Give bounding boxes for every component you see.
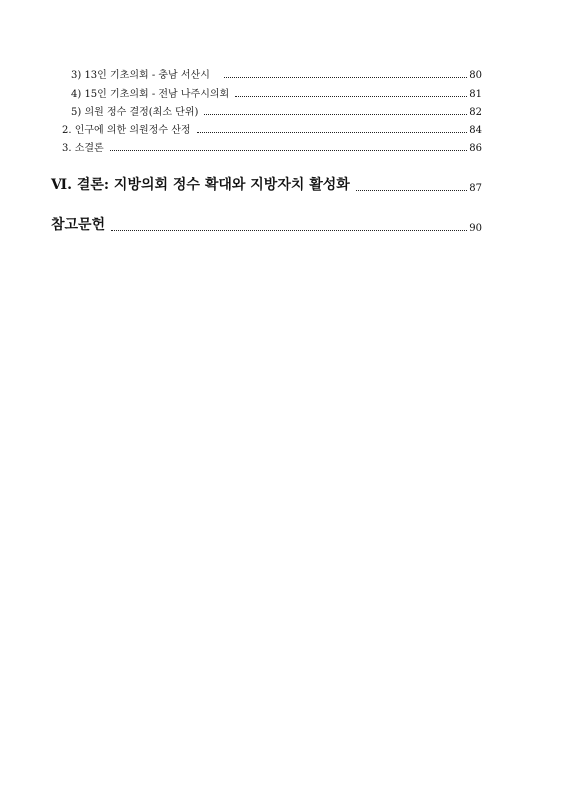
toc-entry-label: 3. 소결론 — [62, 143, 104, 154]
toc-chapter-entry[interactable] — [51, 174, 482, 194]
toc-entry-page: 86 — [469, 143, 482, 154]
toc-entry[interactable] — [62, 121, 482, 136]
toc-entry-label: 3) 13인 기초의회 - 충남 서산시 — [71, 70, 210, 81]
dot-leader — [224, 77, 467, 78]
dot-leader — [197, 132, 468, 133]
toc-chapter-page: 90 — [469, 223, 482, 234]
toc-entry[interactable] — [71, 66, 482, 81]
toc-chapter-entry[interactable] — [51, 214, 482, 234]
toc-entry-label: 5) 의원 정수 결정(최소 단위) — [71, 107, 199, 118]
toc-entry[interactable] — [62, 139, 482, 154]
dot-leader — [356, 190, 467, 191]
toc-entry-page: 84 — [469, 125, 482, 136]
toc-entry[interactable] — [71, 85, 482, 100]
dot-leader — [111, 230, 467, 231]
toc-entry-label: 2. 인구에 의한 의원정수 산정 — [62, 125, 191, 136]
toc-entry-page: 82 — [469, 107, 482, 118]
toc-chapter-page: 87 — [469, 183, 482, 194]
toc-entry-page: 81 — [469, 89, 482, 100]
toc-entry-page: 80 — [469, 70, 482, 81]
dot-leader — [235, 96, 467, 97]
dot-leader — [110, 150, 468, 151]
toc-chapter-label: Ⅵ. 결론: 지방의회 정수 확대와 지방자치 활성화 — [51, 177, 350, 193]
toc-chapter-label: 참고문헌 — [51, 217, 106, 233]
toc-entry-label: 4) 15인 기초의회 - 전남 나주시의회 — [71, 89, 230, 100]
toc-entry[interactable] — [71, 103, 482, 118]
dot-leader — [204, 114, 467, 115]
